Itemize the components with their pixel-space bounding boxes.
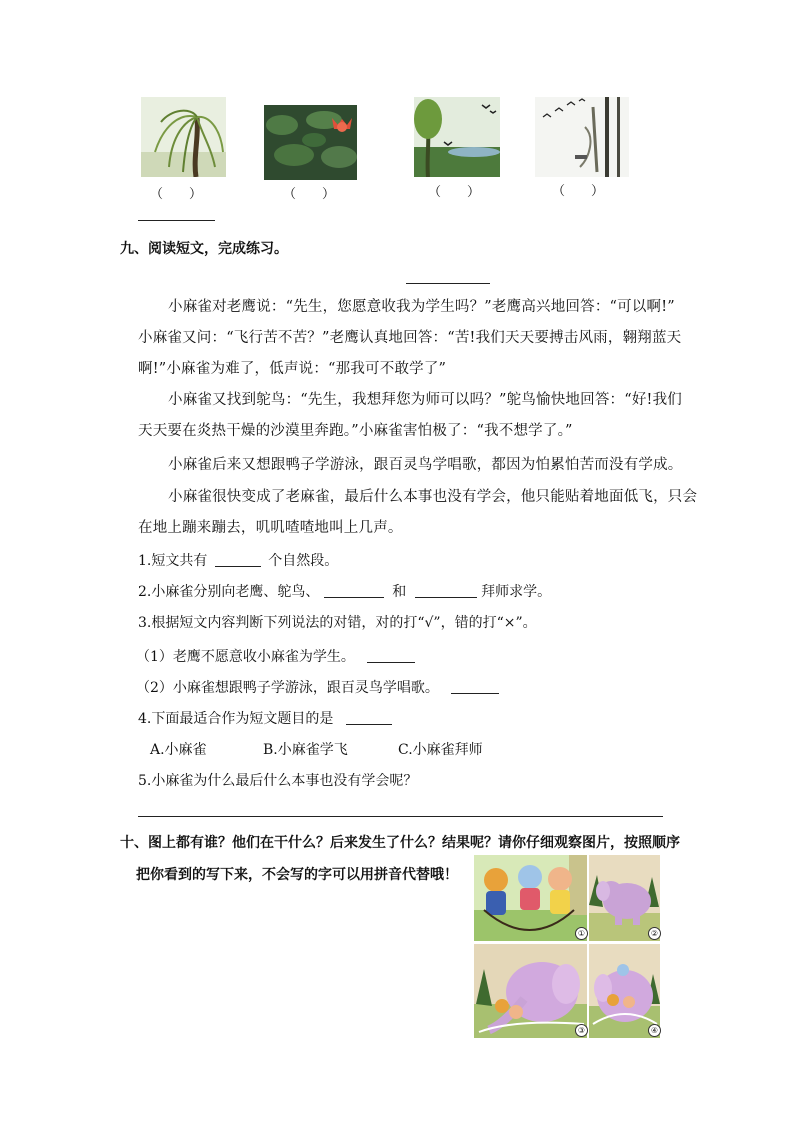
question-1-blank[interactable]	[215, 552, 261, 567]
question-4-option-b[interactable]: B.小麻雀学飞	[263, 742, 348, 758]
passage-line-2: 小麻雀又问：“飞行苦不苦？”老鹰认真地回答：“苦!我们天天要搏击风雨，翱翔蓝天	[138, 330, 682, 346]
picture-2-answer-paren[interactable]: （ ）	[283, 187, 336, 202]
question-2-blank-1[interactable]	[324, 583, 384, 598]
question-4-option-c[interactable]: C.小麻雀拜师	[398, 742, 483, 758]
question-5: 5.小麻雀为什么最后什么本事也没有学会呢？	[138, 773, 418, 789]
picture-willow	[141, 97, 226, 177]
question-3-1	[136, 646, 415, 666]
riverbank-icon	[414, 97, 500, 177]
question-1	[138, 550, 338, 570]
question-2-blank-2[interactable]	[415, 583, 477, 598]
passage-line-4: 小麻雀又找到鸵鸟：“先生，我想拜您为师可以吗？”鸵鸟愉快地回答：“好!我们	[168, 392, 682, 408]
title-blank-line[interactable]	[406, 283, 490, 284]
question-3-2-blank[interactable]	[451, 679, 499, 694]
elephant-playing-icon	[589, 944, 660, 1038]
question-4-text: 4.下面最适合作为短文题目的是	[138, 711, 334, 727]
question-1-suffix: 个自然段。	[268, 553, 339, 569]
picture-4-answer-paren[interactable]: （ ）	[552, 184, 605, 199]
question-3-2-text: （2）小麻雀想跟鸭子学游泳，跟百灵鸟学唱歌。	[136, 680, 439, 696]
picture-3-answer-paren[interactable]: （ ）	[428, 185, 481, 200]
comic-panel-3	[474, 944, 587, 1038]
question-1-text: 1.短文共有	[138, 553, 208, 569]
question-4	[138, 708, 392, 728]
question-2-suffix: 拜师求学。	[481, 584, 552, 600]
picture-bamboo-snow	[535, 97, 629, 177]
section-10-heading-line-2: 把你看到的写下来，不会写的字可以用拼音代替哦！	[136, 867, 458, 883]
section-9-heading: 九、阅读短文，完成练习。	[120, 241, 288, 257]
passage-line-5: 天天要在炎热干燥的沙漠里奔跑。”小麻雀害怕极了：“我不想学了。”	[138, 423, 573, 439]
lotus-icon	[264, 105, 357, 180]
comic-panel-4-number: ④	[648, 1024, 661, 1037]
bamboo-snow-icon	[535, 97, 629, 177]
comic-panel-1-number: ①	[575, 927, 588, 940]
passage-line-1: 小麻雀对老鹰说：“先生，您愿意收我为学生吗？”老鹰高兴地回答：“可以啊!”	[168, 299, 675, 315]
question-2-and: 和	[392, 584, 407, 600]
picture-lotus	[264, 105, 357, 180]
question-4-blank[interactable]	[346, 710, 392, 725]
comic-panel-3-number: ③	[575, 1024, 588, 1037]
passage-line-3: 啊!”小麻雀为难了，低声说：“那我可不敢学了”	[138, 361, 447, 377]
passage-line-8: 在地上蹦来蹦去，叽叽喳喳地叫上几声。	[138, 520, 403, 536]
question-5-answer-line[interactable]	[138, 816, 663, 817]
picture-1-answer-paren[interactable]: （ ）	[150, 187, 203, 202]
question-3-1-text: （1）老鹰不愿意收小麻雀为学生。	[136, 649, 355, 665]
question-2-text: 2.小麻雀分别向老鹰、鸵鸟、	[138, 584, 320, 600]
answer-line-top[interactable]	[138, 220, 215, 221]
animals-jump-rope-icon	[474, 855, 587, 941]
comic-panel-1	[474, 855, 587, 941]
comic-panel-4	[589, 944, 660, 1038]
question-3: 3.根据短文内容判断下列说法的对错，对的打“√”，错的打“×”。	[138, 615, 537, 631]
picture-riverbank	[414, 97, 500, 177]
section-10-heading: 十、图上都有谁？他们在干什么？后来发生了什么？结果呢？请你仔细观察图片，按照顺序	[120, 835, 680, 851]
passage-line-6: 小麻雀后来又想跟鸭子学游泳，跟百灵鸟学唱歌，都因为怕累怕苦而没有学成。	[168, 457, 683, 473]
comic-panel-2-number: ②	[648, 927, 661, 940]
elephant-holding-rope-icon	[474, 944, 587, 1038]
willow-tree-icon	[141, 97, 226, 177]
question-3-2	[136, 677, 499, 697]
passage-line-7: 小麻雀很快变成了老麻雀，最后什么本事也没有学会，他只能贴着地面低飞，只会	[168, 489, 698, 505]
question-2	[138, 581, 551, 601]
question-3-1-blank[interactable]	[367, 648, 415, 663]
question-4-option-a[interactable]: A.小麻雀	[150, 742, 207, 758]
